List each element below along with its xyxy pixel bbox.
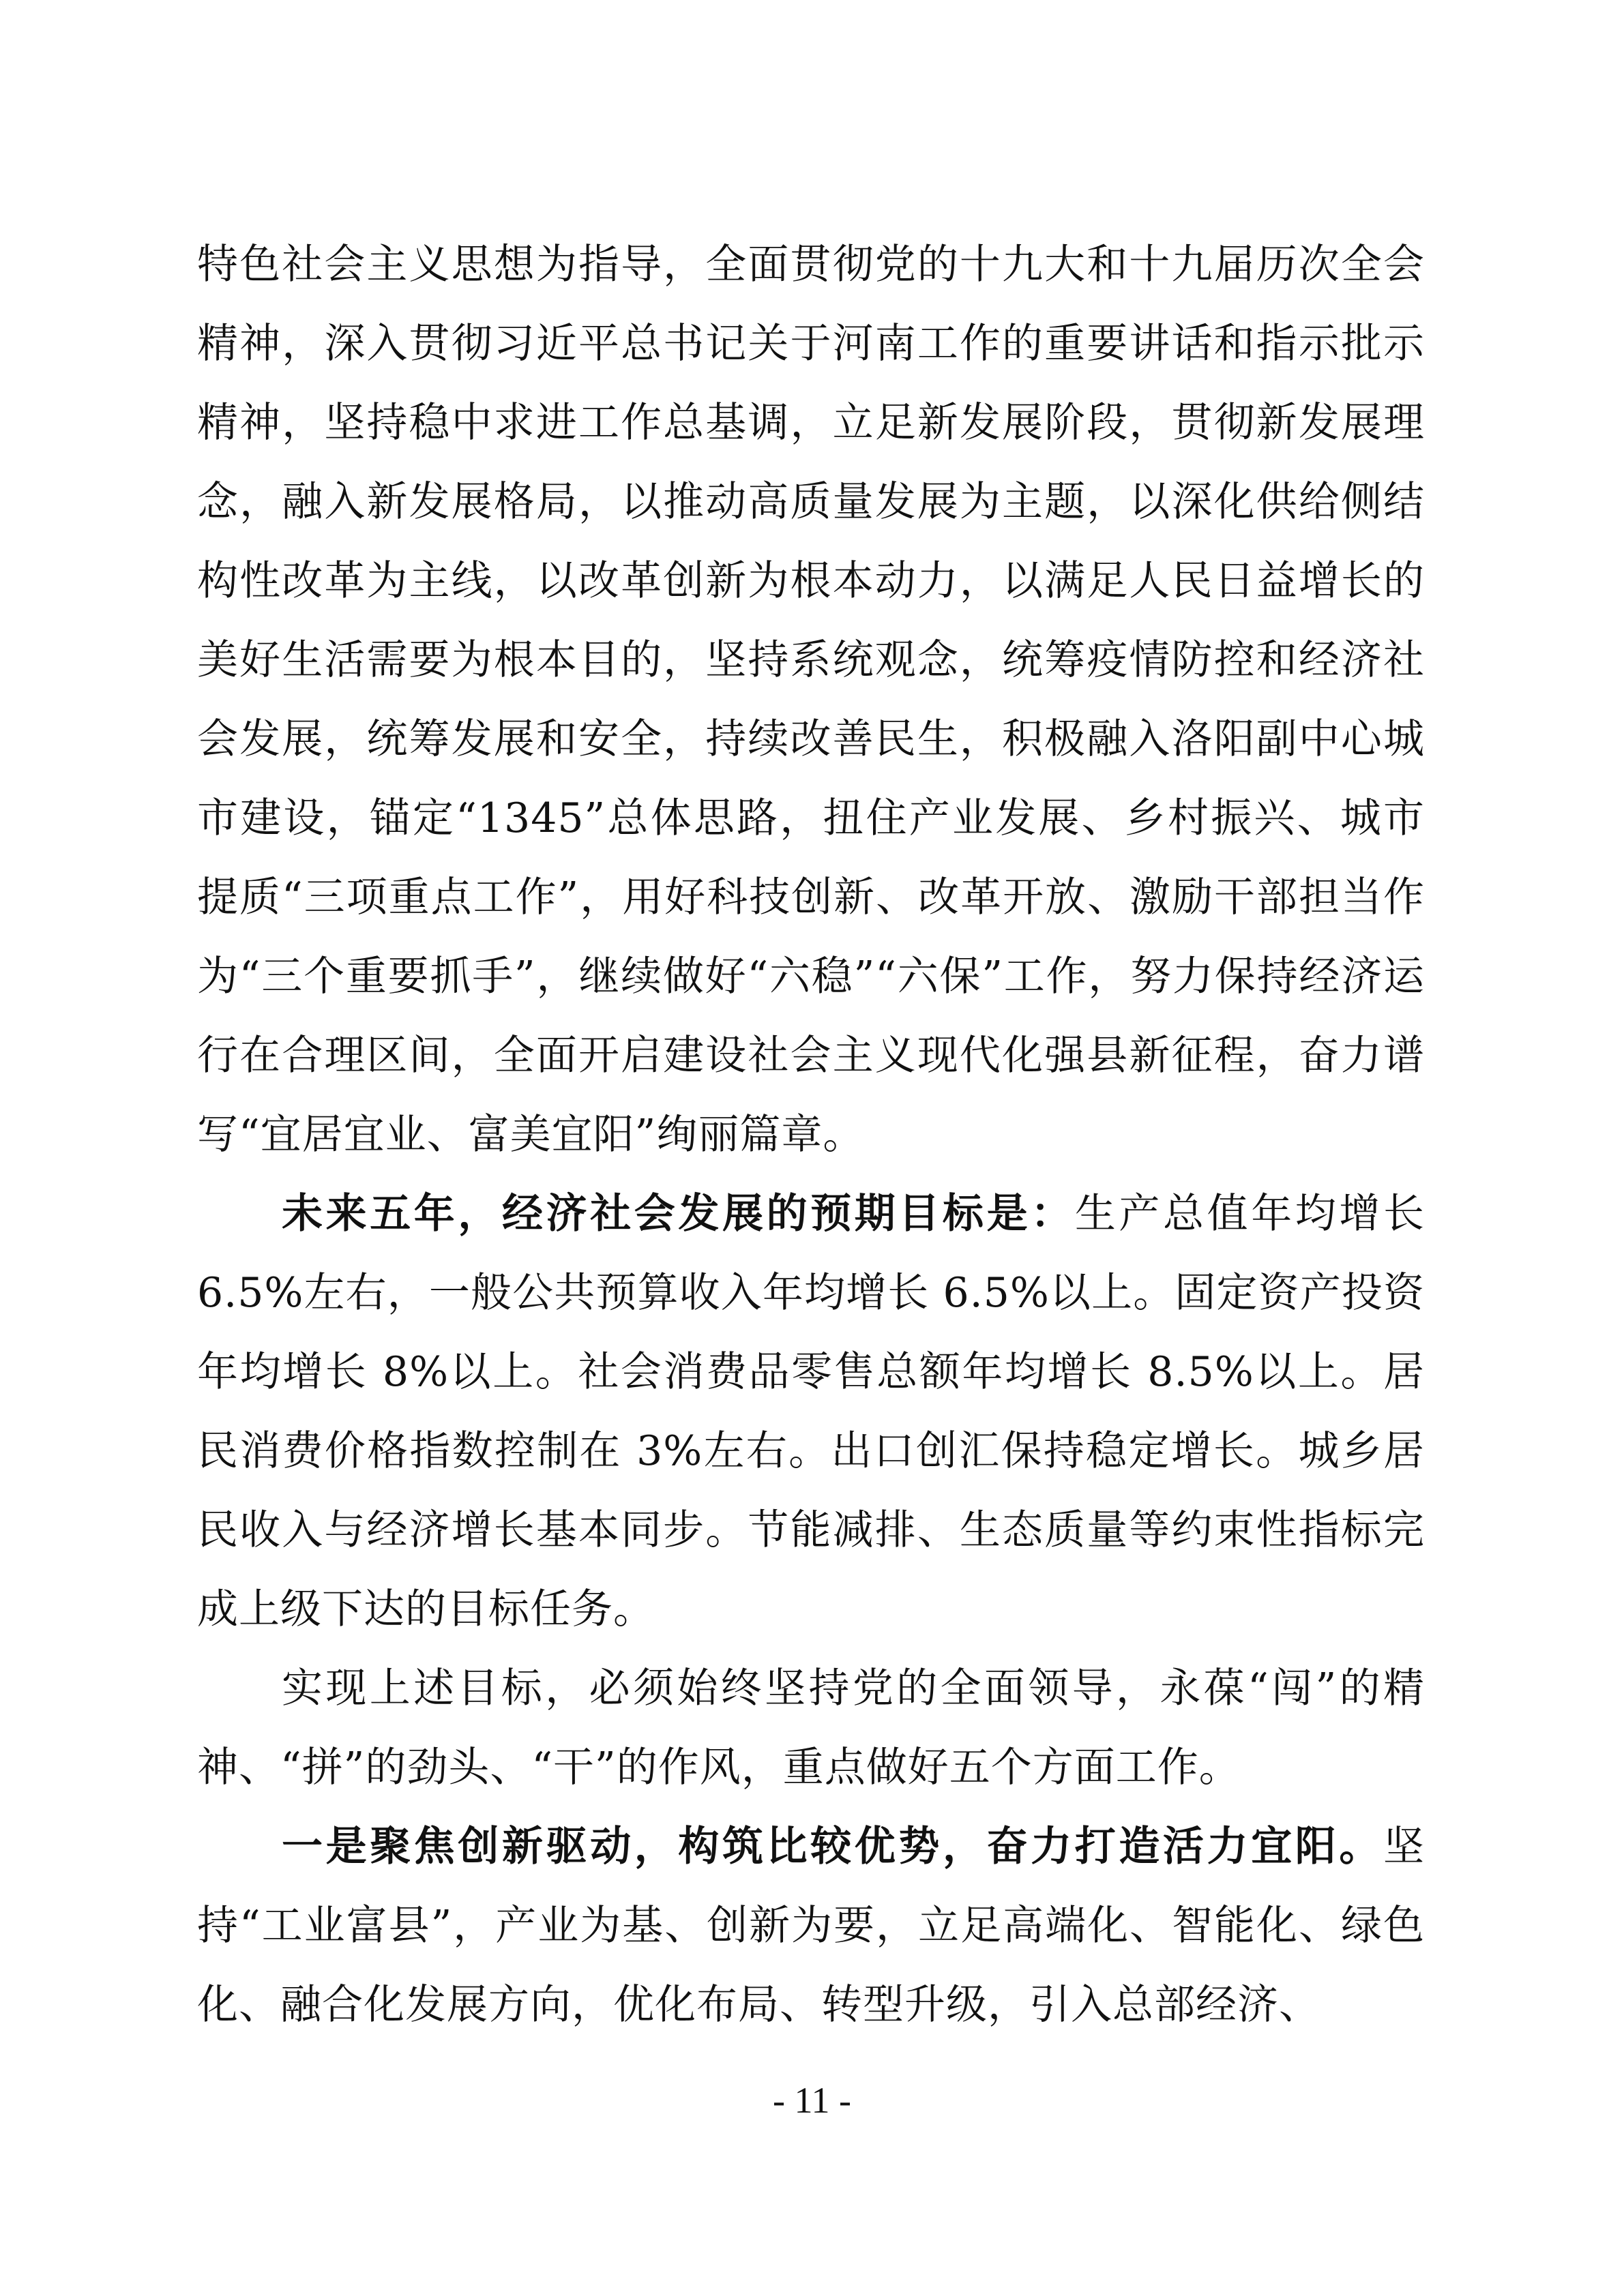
page-number: - 11 - <box>773 2080 851 2121</box>
paragraph-targets <box>197 1174 1425 1649</box>
paragraph-continuation <box>197 225 1425 1174</box>
paragraph-lead: 未来五年，经济社会发展的预期目标是： <box>282 1190 1075 1238</box>
paragraph-text: 生产总值年均增长6.5%左右，一般公共预算收入年均增长 6.5%以上。固定资产投资年均增长 8%以上。社会消费品零售总额年均增长 8.5%以上。居民消费价格指数控制在 3%左右。出口创汇保持稳定增长。城乡居民收入与经济增长基本同步。节能减排、生态质量等约束性指标完成上级下达的目标任务。 <box>197 1190 1426 1633</box>
paragraph-text: 实现上述目标，必须始终坚持党的全面领导，永葆“闯”的精神、“拼”的劲头、“干”的作风，重点做好五个方面工作。 <box>197 1665 1425 1791</box>
paragraph-requirements <box>197 1649 1425 1807</box>
paragraph-lead: 一是聚焦创新驱动，构筑比较优势，奋力打造活力宜阳。 <box>282 1823 1383 1870</box>
paragraph-task-one <box>197 1807 1425 2044</box>
paragraph-text: 特色社会主义思想为指导，全面贯彻党的十九大和十九届历次全会精神，深入贯彻习近平总书记关于河南工作的重要讲话和指示批示精神，坚持稳中求进工作总基调，立足新发展阶段，贯彻新发展理念，融入新发展格局，以推动高质量发展为主题，以深化供给侧结构性改革为主线，以改革创新为根本动力，以满足人民日益增长的美好生活需要为根本目的，坚持系统观念，统筹疫情防控和经济社会发展，统筹发展和安全，持续改善民生，积极融入洛阳副中心城市建设，锚定“1345”总体思路，扭住产业发展、乡村振兴、城市提质“三项重点工作”，用好科技创新、改革开放、激励干部担当作为“三个重要抓手”，继续做好“六稳”“六保”工作，努力保持经济运行在合理区间，全面开启建设社会主义现代化强县新征程，奋力谱写“宜居宜业、富美宜阳”绚丽篇章。 <box>197 241 1425 1159</box>
paragraph-text: 坚持“工业富县”，产业为基、创新为要，立足高端化、智能化、绿色化、融合化发展方向，优化布局、转型升级，引入总部经济、 <box>197 1823 1425 2029</box>
body-text <box>197 225 1425 2044</box>
